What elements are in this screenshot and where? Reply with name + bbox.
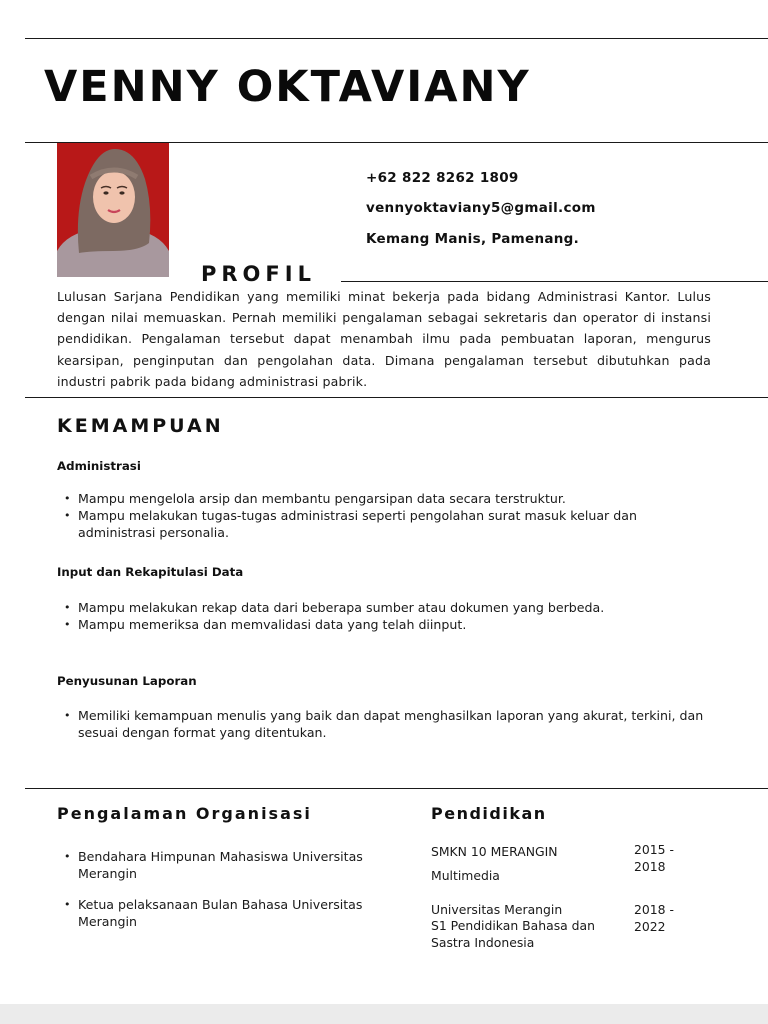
list-item: • Ketua pelaksanaan Bulan Bahasa Universitas Merangin [57, 896, 387, 930]
phone-number: +62 822 8262 1809 [366, 170, 519, 186]
person-icon [57, 143, 169, 277]
profil-divider [341, 281, 768, 282]
list-item: • Mampu mengelola arsip dan membantu pengarsipan data secara terstruktur. [57, 490, 717, 507]
page-title: VENNY OKTAVIANY [44, 62, 531, 112]
list-item: • Mampu melakukan tugas-tugas administrasi seperti pengolahan surat masuk keluar dan administrasi personalia. [57, 507, 717, 541]
list-item: • Memiliki kemampuan menulis yang baik dan dapat menghasilkan laporan yang akurat, terkini, dan sesuai dengan format yang ditentukan. [57, 707, 717, 741]
education-school: SMKN 10 MERANGIN [431, 844, 558, 859]
education-major: Multimedia [431, 868, 500, 883]
education-years: 2015 - 2018 [634, 842, 674, 874]
home-address: Kemang Manis, Pamenang. [366, 231, 580, 247]
education-school: Universitas Merangin [431, 902, 563, 917]
education-major: S1 Pendidikan Bahasa dan Sastra Indonesia [431, 918, 595, 950]
pendidikan-heading: Pendidikan [431, 804, 547, 823]
organisasi-heading: Pengalaman Organisasi [57, 804, 312, 823]
skill-list [57, 707, 717, 741]
profile-photo [57, 143, 169, 277]
profil-heading: PROFIL [201, 262, 316, 286]
bottom-section-divider [25, 788, 768, 789]
skill-list [57, 599, 717, 633]
skill-group-heading: Input dan Rekapitulasi Data [57, 565, 244, 579]
kemampuan-heading: KEMAMPUAN [57, 415, 224, 437]
page-footer-bar [0, 1004, 768, 1024]
education-years: 2018 - 2022 [634, 902, 674, 934]
kemampuan-divider [25, 397, 768, 398]
list-item: • Mampu melakukan rekap data dari beberapa sumber atau dokumen yang berbeda. [57, 599, 717, 616]
skill-group-heading: Administrasi [57, 459, 141, 473]
organisasi-list [57, 848, 387, 882]
profil-summary: Lulusan Sarjana Pendidikan yang memiliki minat bekerja pada bidang Administrasi Kantor. Lulus dengan nilai memuaskan. Pernah memiliki pengalaman sebagai sekretaris dan operator di instansi pendidikan. Pengalaman tersebut dapat menambah ilmu pada pembuatan laporan, mengurus kearsipan, penginputan dan pengolahan data. Dimana pengalaman tersebut dibutuhkan pada industri pabrik pada bidang administrasi pabrik. [57, 289, 711, 389]
list-item: • Bendahara Himpunan Mahasiswa Universitas Merangin [57, 848, 387, 882]
email-address: vennyoktaviany5@gmail.com [366, 200, 596, 216]
organisasi-list [57, 896, 387, 930]
skill-group-heading: Penyusunan Laporan [57, 674, 197, 688]
top-divider [25, 38, 768, 39]
list-item: • Mampu memeriksa dan memvalidasi data yang telah diinput. [57, 616, 717, 633]
skill-list [57, 490, 717, 541]
